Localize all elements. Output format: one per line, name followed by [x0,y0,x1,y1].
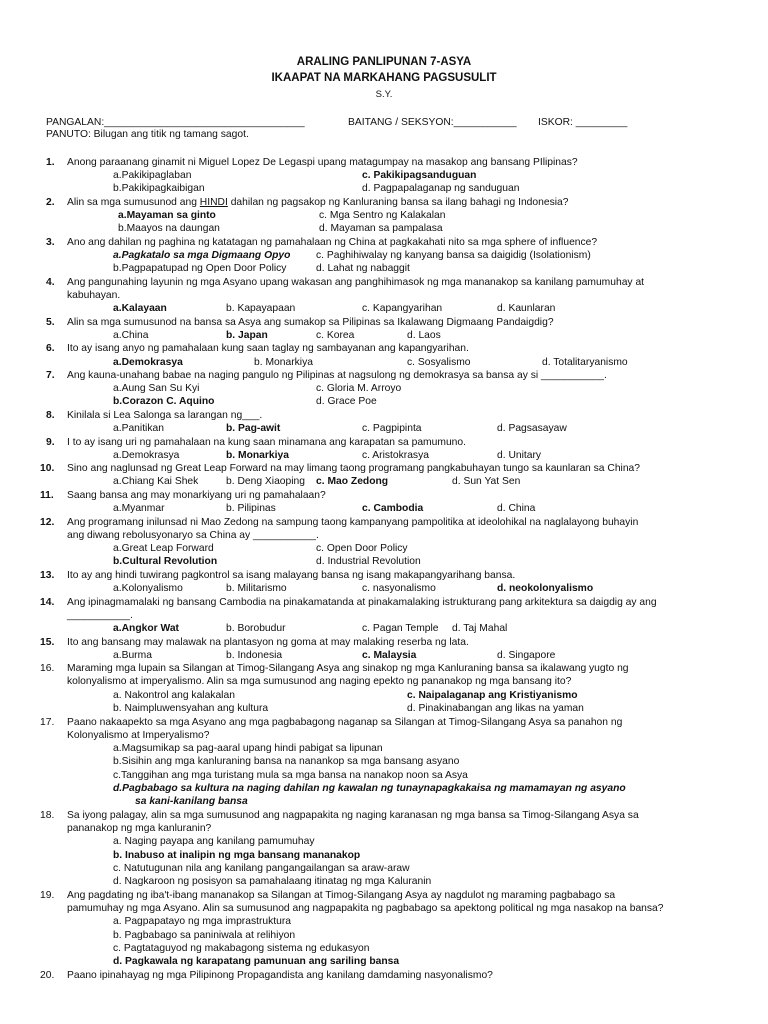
exam-line: ang diwang rebolusyonaryo sa China ay ___________. [67,530,319,541]
exam-line: b. Monarkiya [254,357,313,368]
exam-line: a.Demokrasya [113,450,180,461]
exam-line: Paano nakaapekto sa mga Asyano ang mga pagbabagong naganap sa Silangan at Timog-Silangang Asya sa panahon ng [67,717,623,728]
exam-line: b.Sisihin ang mga kanluraning bansa na nanankop sa mga bansang asyano [113,756,460,767]
exam-line: Ito ay ang hindi tuwirang pagkontrol sa isang malayang bansa ng isang makapangyarihang bansa. [67,570,516,581]
question-number: 8. [46,410,55,421]
exam-line: a.Great Leap Forward [113,543,214,554]
question-number: 12. [40,517,55,528]
exam-line: c. Aristokrasya [362,450,429,461]
exam-line: d. Singapore [497,650,556,661]
exam-line: a.Demokrasya [113,357,183,368]
exam-line: Alin sa mga sumusunod na bansa sa Asya ang sumakop sa Pilipinas sa Ikalawang Digmaang Pandaigdig? [67,317,554,328]
exam-line: d. Laos [407,330,441,341]
exam-line: ___________. [67,610,133,621]
exam-line: a.Angkor Wat [113,623,179,634]
exam-line: a.Kolonyalismo [113,583,183,594]
exam-subtitle: IKAAPAT NA MARKAHANG PAGSUSULIT [271,72,497,84]
exam-line: d. Unitary [497,450,542,461]
school-year: S.Y. [375,89,393,100]
exam-line: b.Maayos na daungan [118,223,220,234]
exam-line: pananakop ng mga kanluranin? [67,823,212,834]
exam-line: c. Mga Sentro ng Kalakalan [319,210,446,221]
exam-line: a.Panitikan [113,423,164,434]
exam-line: c. Kapangyarihan [362,303,443,314]
exam-line: a.Pagkatalo sa mga Digmaang Opyo [113,250,291,261]
exam-line: a.Magsumikap sa pag-aaral upang hindi pabigat sa lipunan [113,743,383,754]
section-field[interactable]: BAITANG / SEKSYON:___________ [348,117,517,128]
exam-line: d. Pinakinabangan ang likas na yaman [407,703,584,714]
exam-line: c. Naipalaganap ang Kristiyanismo [407,690,578,701]
exam-line: pamumuhay ng mga Asyano. Alin sa sumusunod ang nagpapakita ng pagbabago sa apektong political ng mga nasakop na bansa? [67,903,664,914]
name-field[interactable]: PANGALAN:___________________________________ [46,117,305,128]
question-number: 13. [40,570,55,581]
exam-line: d. Nagkaroon ng posisyon sa pamahalaang itinatag ng mga Kaluranin [113,876,432,887]
exam-line: d. China [497,503,536,514]
exam-line: b. Pilipinas [226,503,276,514]
exam-line: b.Corazon C. Aquino [113,396,215,407]
question-number: 17. [40,717,55,728]
exam-line: b. Kapayapaan [226,303,296,314]
exam-line: a.Kalayaan [113,303,167,314]
exam-line: c.Tanggihan ang mga turistang mula sa mga bansa na nanakop noon sa Asya [113,770,468,781]
exam-line: kolonyalismo at imperyalismo. Alin sa mga sumusunod ang naging epekto ng pananakop ng mga bansang ito? [67,676,572,687]
question-number: 6. [46,343,55,354]
question-number: 1. [46,157,55,168]
line-part: Alin sa mga sumusunod ang [67,197,200,208]
exam-line: c. Pagan Temple [362,623,439,634]
question-number: 14. [40,597,55,608]
exam-line: a. Naging payapa ang kanilang pamumuhay [113,836,315,847]
exam-line: I to ay isang uri ng pamahalaan na kung saan minamana ang karapatan sa pamumuno. [67,437,466,448]
exam-line: b. Monarkiya [226,450,289,461]
exam-line: d. Lahat ng nabaggit [316,263,410,274]
exam-line: a.China [113,330,149,341]
exam-line: Sino ang naglunsad ng Great Leap Forward na may limang taong programang pangkabuhayan tungo sa kaunlaran sa China? [67,463,641,474]
exam-line: d. Grace Poe [316,396,377,407]
exam-line: c. Natutugunan nila ang kanilang pangangailangan sa araw-araw [113,863,410,874]
exam-line: c. Pakikipagsanduguan [362,170,477,181]
exam-line: c. Pagtataguyod ng makabagong sistema ng edukasyon [113,943,370,954]
exam-line: Ang programang inilunsad ni Mao Zedong na sampung taong kampanyang pampolitika at ideolohikal na naglalayong buhayin [67,517,639,528]
exam-line: Kinilala si Lea Salonga sa larangan ng___. [67,410,263,421]
exam-line: d. Mayaman sa pampalasa [319,223,443,234]
line-part: dahilan ng pagsakop ng Kanluraning bansa sa ilang bahagi ng Indonesia? [227,197,569,208]
question-number: 2. [46,197,55,208]
question-number: 15. [40,637,55,648]
exam-line: Ang pangunahing layunin ng mga Asyano upang wakasan ang panghihimasok ng mga mananakop sa kanilang pamumuhay at [67,277,645,288]
question-number: 20. [40,970,55,981]
exam-line: d.Pagbabago sa kultura na naging dahilan ng kawalan ng tunaynapagkakaisa ng mamamayan ng asyano [113,783,626,794]
exam-line: c. Korea [316,330,355,341]
exam-line: c. Pagpipinta [362,423,422,434]
exam-line: Paano ipinahayag ng mga Pilipinong Propagandista ang kanilang damdaming nasyonalismo? [67,970,493,981]
exam-line: b. Deng Xiaoping [226,476,306,487]
exam-line: Maraming mga lupain sa Silangan at Timog-Silangang Asya ang sinakop ng mga Kanluraning bansa sa ikalawang yugto ng [67,663,629,674]
exam-line: b. Borobudur [226,623,286,634]
emphasis-word: HINDI [199,197,228,208]
question-number: 19. [40,890,55,901]
exam-line: Kolonyalismo at Imperyalismo? [67,730,210,741]
score-field[interactable]: ISKOR: _________ [538,117,628,128]
exam-line: d. Kaunlaran [497,303,556,314]
exam-line: c. Open Door Policy [316,543,408,554]
exam-line: c. Gloria M. Arroyo [316,383,402,394]
exam-line: b. Indonesia [226,650,283,661]
exam-line: b.Cultural Revolution [113,556,218,567]
exam-line: b. Naimpluwensyahan ang kultura [113,703,269,714]
exam-line: a.Myanmar [113,503,165,514]
exam-line: Ang kauna-unahang babae na naging pangulo ng Pilipinas at nagsulong ng demokrasya sa bansa ay si ___________. [67,370,607,381]
exam-line: a. Nakontrol ang kalakalan [113,690,235,701]
exam-line: Anong paraanang ginamit ni Miguel Lopez De Legaspi upang matagumpay na masakop ang bansang PIlipinas? [67,157,578,168]
exam-line: d. neokolonyalismo [497,583,594,594]
question-number: 3. [46,237,55,248]
exam-line: c. Sosyalismo [407,357,471,368]
exam-line: b. Inabuso at inalipin ng mga bansang mananakop [113,850,361,861]
exam-line: sa kani-kanilang bansa [135,796,248,807]
exam-line: a.Mayaman sa ginto [118,210,216,221]
question-number: 4. [46,277,55,288]
exam-line: c. Paghihiwalay ng kanyang bansa sa daigidig (Isolationism) [316,250,591,261]
exam-line: Ito ang bansang may malawak na plantasyon ng goma at may malaking reserba ng lata. [67,637,469,648]
exam-line: a.Chiang Kai Shek [113,476,199,487]
exam-line: a. Pagpapatayo ng mga imprastruktura [113,916,292,927]
exam-line: Saang bansa ang may monarkiyang uri ng pamahalaan? [67,490,326,501]
exam-line: d. Pagpapalaganap ng sanduguan [362,183,520,194]
exam-line: a.Pakikipaglaban [113,170,192,181]
exam-title: ARALING PANLIPUNAN 7-ASYA [296,56,472,68]
question-number: 9. [46,437,55,448]
exam-line: b. Militarismo [226,583,287,594]
question-number: 7. [46,370,55,381]
exam-line: b.Pakikipagkaibigan [113,183,205,194]
exam-line: d. Taj Mahal [452,623,508,634]
exam-line: b. Japan [226,330,268,341]
exam-line: d. Sun Yat Sen [452,476,521,487]
question-number: 10. [40,463,55,474]
exam-line [67,196,568,209]
exam-line: a.Burma [113,650,152,661]
exam-line: Ano ang dahilan ng paghina ng katatagan ng pamahalaan ng China at pagkakahati nito sa mga sphere of influence? [67,237,598,248]
question-number: 18. [40,810,55,821]
exam-line: c. Mao Zedong [316,476,389,487]
exam-line: Ang ipinagmamalaki ng bansang Cambodia na pinakamatanda at pinakamalaking istrukturang pang arkitektura sa daigdig ay ang [67,597,657,608]
exam-line: a.Aung San Su Kyi [113,383,200,394]
exam-line: Ito ay isang anyo ng pamahalaan kung saan taglay ng sambayanan ang kapangyarihan. [67,343,469,354]
exam-line: b. Pag-awit [226,423,281,434]
exam-line: b. Pagbabago sa paniniwala at relihiyon [113,930,296,941]
exam-line: d. Pagkawala ng karapatang pamunuan ang sariling bansa [113,956,400,967]
exam-line: c. Malaysia [362,650,417,661]
question-number: 5. [46,317,55,328]
exam-line: Sa iyong palagay, alin sa mga sumusunod ang nagpapakita ng naging karanasan ng mga bansa sa Timog-Silangang Asya sa [67,810,639,821]
question-number: 11. [40,490,54,501]
exam-line: Ang pagdating ng iba't-ibang mananakop sa Silangan at Timog-Silangang Asya ay nagdulot ng maraming pagbabago sa [67,890,616,901]
exam-line: c. Cambodia [362,503,424,514]
exam-line: c. nasyonalismo [362,583,436,594]
exam-line: b.Pagpapatupad ng Open Door Policy [113,263,287,274]
exam-line: d. Totalitaryanismo [542,357,628,368]
exam-line: kabuhayan. [67,290,121,301]
directions: PANUTO: Bilugan ang titik ng tamang sagot. [46,129,249,140]
exam-line: d. Pagsasayaw [497,423,567,434]
exam-line: d. Industrial Revolution [316,556,421,567]
question-number: 16. [40,663,55,674]
